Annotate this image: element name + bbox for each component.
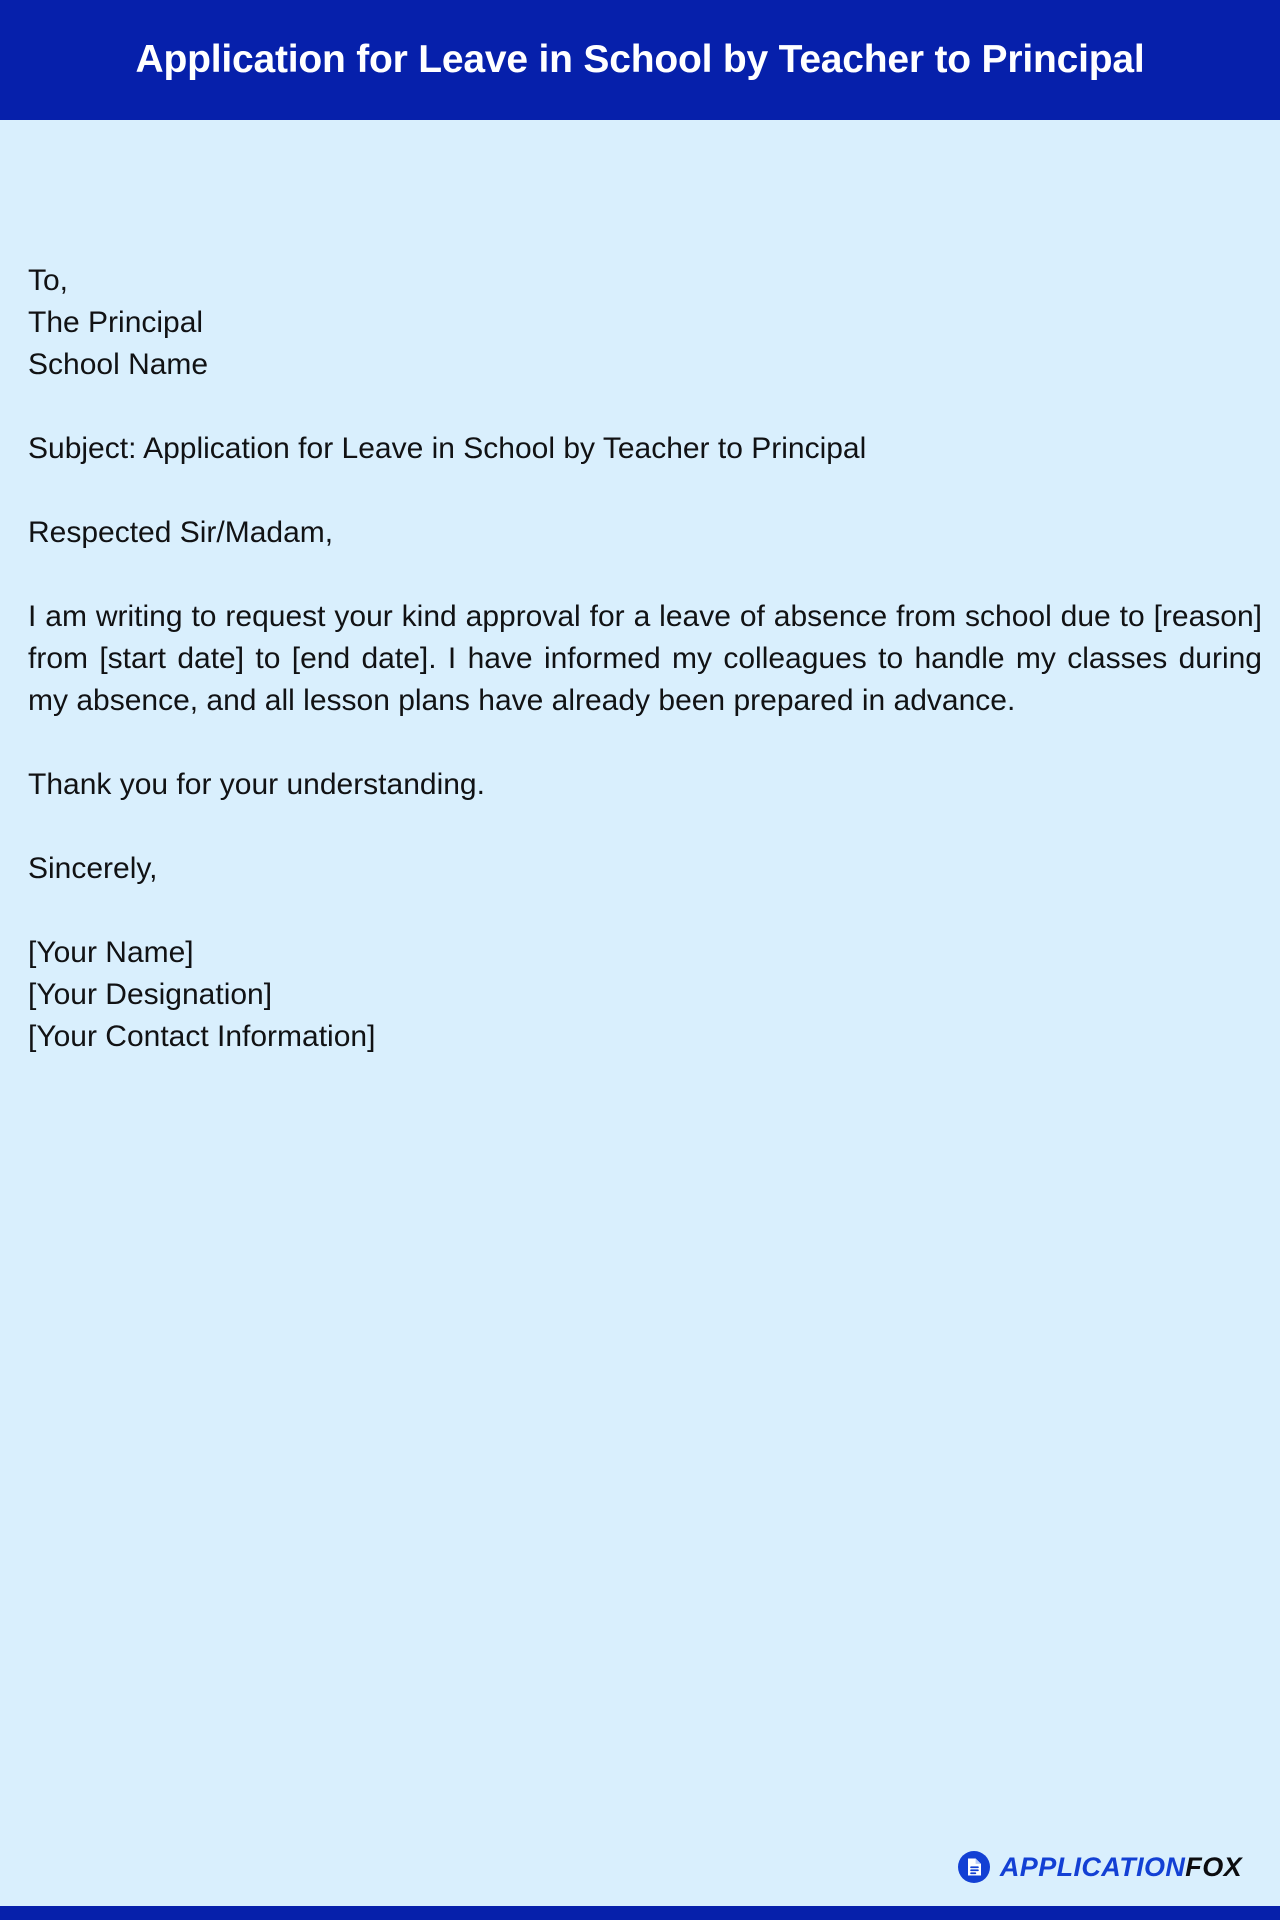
signature-block (28, 932, 1262, 1058)
closing-thanks-block (28, 764, 1262, 806)
body-paragraph-text: I am writing to request your kind approval for a leave of absence from school due to [reason] from [start date] to [end date]. I have informed my colleagues to handle my classes during my absence, and all lesson plans have already been prepared in advance. (28, 600, 1262, 717)
sign-off-block (28, 848, 1262, 890)
closing-thanks-line: Thank you for your understanding. (28, 768, 485, 801)
subject-line: Subject: Application for Leave in School by Teacher to Principal (28, 432, 867, 465)
recipient-organization: School Name (28, 348, 209, 381)
sign-off-line: Sincerely, (28, 852, 158, 885)
brand-name-secondary: FOX (1185, 1851, 1242, 1882)
recipient-salutation: To, (28, 264, 69, 297)
bottom-accent-strip (0, 1906, 1280, 1920)
greeting-block (28, 512, 1262, 554)
greeting-line: Respected Sir/Madam, (28, 516, 334, 549)
letter-body (0, 120, 1280, 1850)
brand-name-primary: APPLICATION (999, 1851, 1186, 1882)
signature-name: [Your Name] (28, 936, 194, 969)
document-icon (957, 1850, 991, 1884)
brand-wordmark (999, 1851, 1242, 1882)
recipient-title: The Principal (28, 306, 204, 339)
page-footer (0, 1850, 1280, 1906)
page-title: Application for Leave in School by Teacher to Principal (135, 37, 1145, 81)
body-paragraph (28, 596, 1262, 722)
subject-block (28, 428, 1262, 470)
signature-contact: [Your Contact Information] (28, 1020, 376, 1053)
page-header (0, 0, 1280, 120)
signature-designation: [Your Designation] (28, 978, 273, 1011)
brand-logo (957, 1850, 1242, 1884)
recipient-block (28, 260, 1262, 386)
